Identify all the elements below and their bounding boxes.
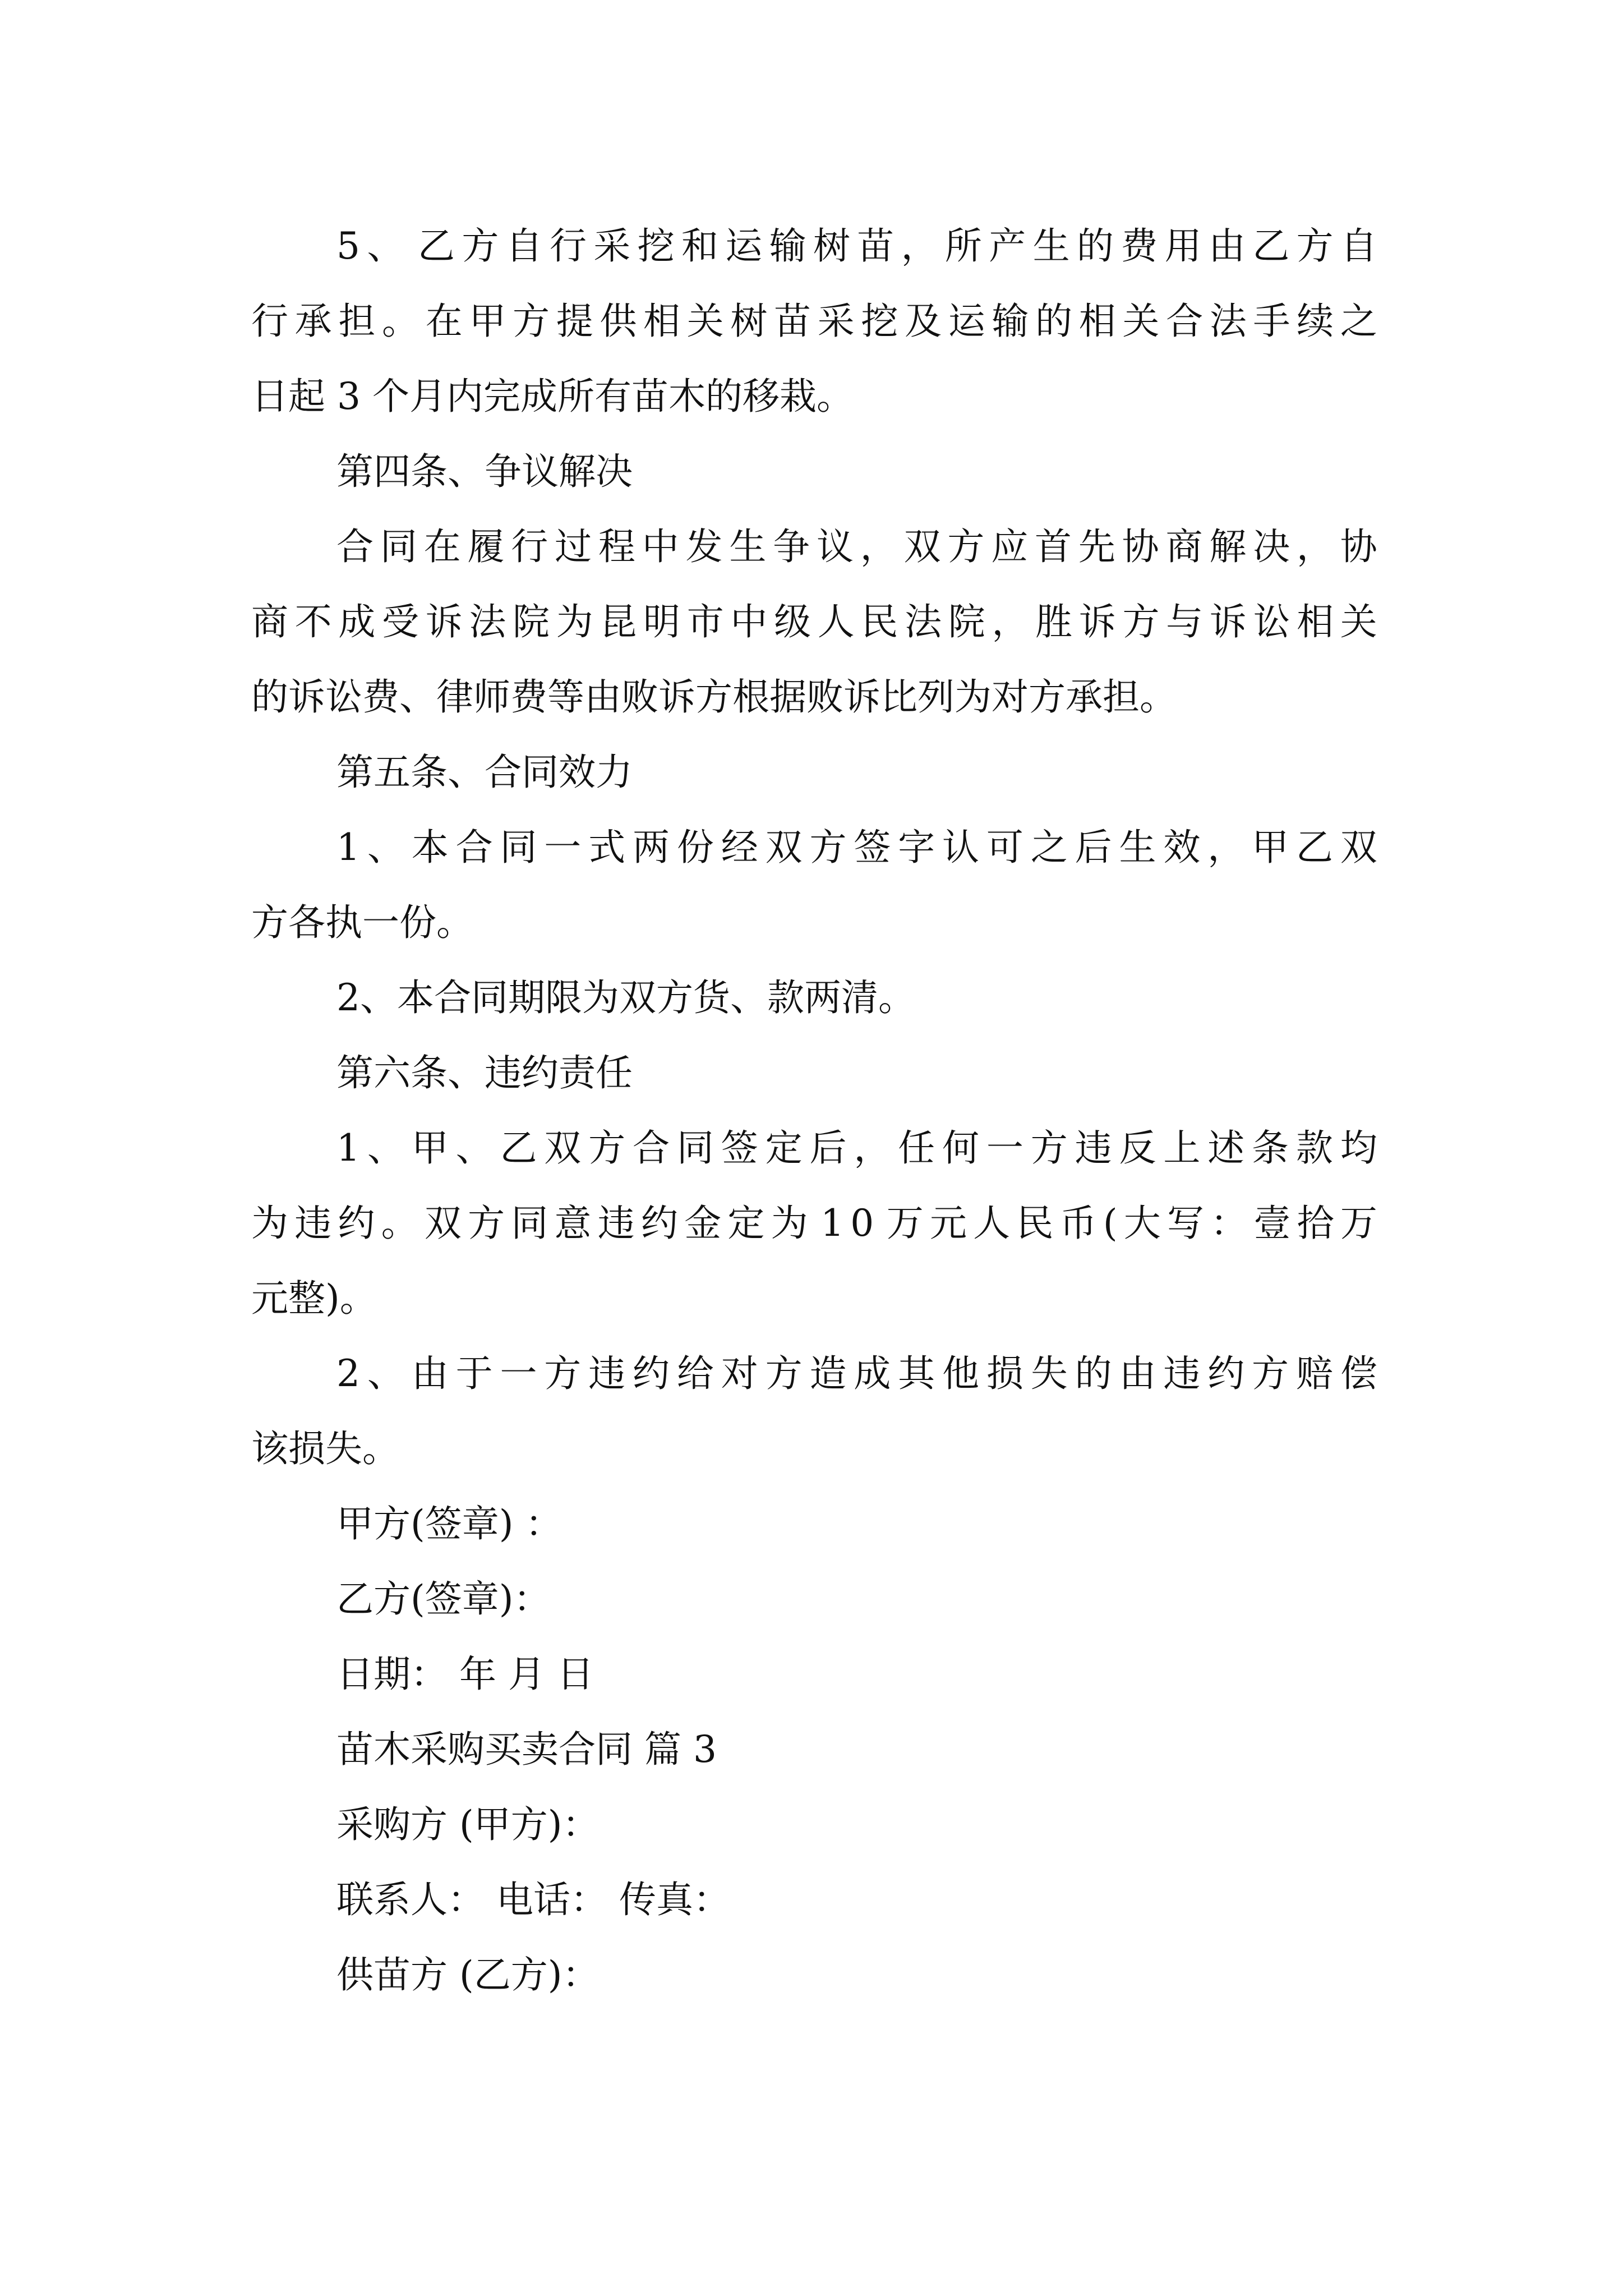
- paragraph-line: 为 违 约 。 双 方 同 意 违 约 金 定 为 1 0 万 元 人 民 币 ( 大 写 ： 壹 拾 万: [251, 1202, 1377, 1245]
- paragraph-line: [251, 1277, 377, 1320]
- paragraph-line: 1 、 甲 、 乙 双 方 合 同 签 定 后 ， 任 何 一 方 违 反 上 述 条 款 均: [336, 1126, 1377, 1170]
- text-segment: 乙方(签章)：: [336, 1577, 551, 1621]
- text-segment: 日起 3 个月内完成所有苗木的移栽。: [251, 375, 854, 418]
- contact-line: [336, 1878, 730, 1921]
- text-segment: 方各执一份。: [251, 901, 473, 944]
- paragraph-line: [251, 675, 1177, 719]
- paragraph-line: [251, 1427, 399, 1470]
- signature-date: [336, 1653, 594, 1696]
- supplier-line: [336, 1953, 600, 1996]
- section-heading: [336, 751, 633, 794]
- paragraph-line: [336, 976, 915, 1019]
- text-segment: 采购方 (甲方)：: [336, 1803, 600, 1846]
- paragraph-line: [251, 375, 854, 418]
- signature-party-a: [336, 1502, 562, 1545]
- section-heading: [336, 450, 633, 493]
- text-segment: 甲方(签章) ：: [336, 1502, 562, 1545]
- signature-party-b: [336, 1577, 551, 1621]
- text-segment: 供苗方 (乙方)：: [336, 1953, 600, 1996]
- text-segment: 苗木采购买卖合同 篇 3: [336, 1728, 717, 1771]
- text-segment: 联系人： 电话： 传真：: [336, 1878, 730, 1921]
- contract-title: [336, 1728, 717, 1771]
- text-segment: 2、本合同期限为双方货、款两清。: [336, 976, 915, 1019]
- paragraph-line: 合 同 在 履 行 过 程 中 发 生 争 议 ， 双 方 应 首 先 协 商 解 决 ， 协: [336, 525, 1377, 568]
- text-segment: 第四条、争议解决: [336, 450, 633, 493]
- text-segment: 第五条、合同效力: [336, 751, 633, 794]
- text-segment: 该损失。: [251, 1427, 399, 1470]
- paragraph-line: 1 、 本 合 同 一 式 两 份 经 双 方 签 字 认 可 之 后 生 效 ， 甲 乙 双: [336, 826, 1377, 869]
- paragraph-line: 行 承 担 。 在 甲 方 提 供 相 关 树 苗 采 挖 及 运 输 的 相 关 合 法 手 续 之: [251, 300, 1377, 343]
- text-segment: 元整)。: [251, 1277, 377, 1320]
- paragraph-line: 5 、 乙 方 自 行 采 挖 和 运 输 树 苗 ， 所 产 生 的 费 用 由 乙 方 自: [336, 224, 1377, 268]
- section-heading: [336, 1051, 633, 1094]
- text-segment: 日期： 年 月 日: [336, 1653, 594, 1696]
- text-segment: 第六条、违约责任: [336, 1051, 633, 1094]
- paragraph-line: 商 不 成 受 诉 法 院 为 昆 明 市 中 级 人 民 法 院 ， 胜 诉 方 与 诉 讼 相 关: [251, 600, 1377, 643]
- paragraph-line: 2 、 由 于 一 方 违 约 给 对 方 造 成 其 他 损 失 的 由 违 约 方 赔 偿: [336, 1352, 1377, 1395]
- purchaser-line: [336, 1803, 600, 1846]
- text-segment: 的诉讼费、律师费等由败诉方根据败诉比列为对方承担。: [251, 675, 1177, 719]
- paragraph-line: [251, 901, 473, 944]
